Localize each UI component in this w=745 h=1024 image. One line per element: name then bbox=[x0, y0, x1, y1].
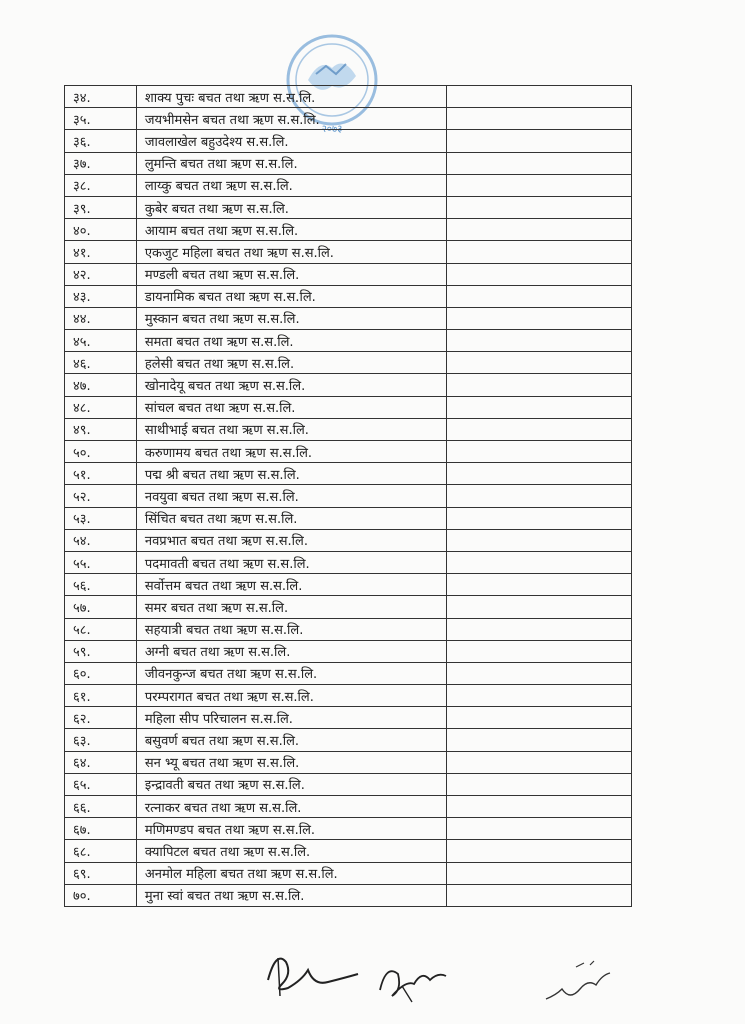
table-row bbox=[65, 729, 632, 751]
serial-number: ५२. bbox=[65, 485, 137, 507]
cooperative-name: मणिमण्डप बचत तथा ऋण स.स.लि. bbox=[136, 818, 446, 840]
table-row bbox=[65, 285, 632, 307]
cooperative-name: सिंचित बचत तथा ऋण स.स.लि. bbox=[136, 507, 446, 529]
remarks-cell bbox=[446, 707, 631, 729]
serial-number: ४१. bbox=[65, 241, 137, 263]
cooperative-name: अग्नी बचत तथा ऋण स.स.लि. bbox=[136, 640, 446, 662]
remarks-cell bbox=[446, 441, 631, 463]
table-row bbox=[65, 374, 632, 396]
serial-number: ४८. bbox=[65, 396, 137, 418]
remarks-cell bbox=[446, 130, 631, 152]
remarks-cell bbox=[446, 196, 631, 218]
remarks-cell bbox=[446, 574, 631, 596]
table-row bbox=[65, 529, 632, 551]
remarks-cell bbox=[446, 330, 631, 352]
cooperative-name: बसुवर्ण बचत तथा ऋण स.स.लि. bbox=[136, 729, 446, 751]
serial-number: ५७. bbox=[65, 596, 137, 618]
serial-number: ६७. bbox=[65, 818, 137, 840]
cooperative-name: क्यापिटल बचत तथा ऋण स.स.लि. bbox=[136, 840, 446, 862]
cooperative-name: मुना स्वां बचत तथा ऋण स.स.लि. bbox=[136, 884, 446, 906]
serial-number: ५६. bbox=[65, 574, 137, 596]
table-row bbox=[65, 463, 632, 485]
table-row bbox=[65, 796, 632, 818]
table-row bbox=[65, 196, 632, 218]
serial-number: ४६. bbox=[65, 352, 137, 374]
cooperative-name: परम्परागत बचत तथा ऋण स.स.लि. bbox=[136, 685, 446, 707]
remarks-cell bbox=[446, 174, 631, 196]
table-row bbox=[65, 418, 632, 440]
remarks-cell bbox=[446, 884, 631, 906]
remarks-cell bbox=[446, 396, 631, 418]
cooperative-name: एकजुट महिला बचत तथा ऋण स.स.लि. bbox=[136, 241, 446, 263]
remarks-cell bbox=[446, 862, 631, 884]
table-row bbox=[65, 618, 632, 640]
remarks-cell bbox=[446, 773, 631, 795]
serial-number: ६३. bbox=[65, 729, 137, 751]
serial-number: ३८. bbox=[65, 174, 137, 196]
cooperative-name: पद्म श्री बचत तथा ऋण स.स.लि. bbox=[136, 463, 446, 485]
signature-3 bbox=[540, 955, 620, 1015]
table-row bbox=[65, 330, 632, 352]
remarks-cell bbox=[446, 108, 631, 130]
remarks-cell bbox=[446, 263, 631, 285]
serial-number: ६१. bbox=[65, 685, 137, 707]
serial-number: ६४. bbox=[65, 751, 137, 773]
table-row bbox=[65, 862, 632, 884]
serial-number: ३९. bbox=[65, 196, 137, 218]
table-row bbox=[65, 818, 632, 840]
cooperative-name: जयभीमसेन बचत तथा ऋण स.स.लि. bbox=[136, 108, 446, 130]
table-row bbox=[65, 307, 632, 329]
remarks-cell bbox=[446, 285, 631, 307]
serial-number: ४७. bbox=[65, 374, 137, 396]
table-row bbox=[65, 174, 632, 196]
table-row bbox=[65, 86, 632, 108]
cooperative-name: इन्द्रावती बचत तथा ऋण स.स.लि. bbox=[136, 773, 446, 795]
remarks-cell bbox=[446, 241, 631, 263]
serial-number: ७०. bbox=[65, 884, 137, 906]
table-row bbox=[65, 241, 632, 263]
serial-number: ६६. bbox=[65, 796, 137, 818]
signature-1 bbox=[258, 940, 368, 1000]
table-row bbox=[65, 263, 632, 285]
cooperative-name: साथीभाई बचत तथा ऋण स.स.लि. bbox=[136, 418, 446, 440]
cooperative-name: शाक्य पुचः बचत तथा ऋण स.स.लि. bbox=[136, 86, 446, 108]
serial-number: ४३. bbox=[65, 285, 137, 307]
cooperative-name: हलेसी बचत तथा ऋण स.स.लि. bbox=[136, 352, 446, 374]
serial-number: ५५. bbox=[65, 551, 137, 573]
serial-number: ५०. bbox=[65, 441, 137, 463]
remarks-cell bbox=[446, 596, 631, 618]
remarks-cell bbox=[446, 840, 631, 862]
cooperative-name: सर्वोत्तम बचत तथा ऋण स.स.लि. bbox=[136, 574, 446, 596]
table-row bbox=[65, 574, 632, 596]
cooperative-list-table bbox=[64, 85, 632, 907]
stamp-year: २०७३ bbox=[321, 124, 343, 135]
table-row bbox=[65, 352, 632, 374]
serial-number: ४०. bbox=[65, 219, 137, 241]
remarks-cell bbox=[446, 352, 631, 374]
cooperative-name: सहयात्री बचत तथा ऋण स.स.लि. bbox=[136, 618, 446, 640]
cooperative-name: जीवनकुन्ज बचत तथा ऋण स.स.लि. bbox=[136, 662, 446, 684]
remarks-cell bbox=[446, 374, 631, 396]
table-row bbox=[65, 396, 632, 418]
cooperative-name: मुस्कान बचत तथा ऋण स.स.लि. bbox=[136, 307, 446, 329]
remarks-cell bbox=[446, 818, 631, 840]
cooperative-name: जावलाखेल बहुउदेश्य स.स.लि. bbox=[136, 130, 446, 152]
serial-number: ३७. bbox=[65, 152, 137, 174]
cooperative-name: समता बचत तथा ऋण स.स.लि. bbox=[136, 330, 446, 352]
cooperative-name: समर बचत तथा ऋण स.स.लि. bbox=[136, 596, 446, 618]
cooperative-name: सन भ्यू बचत तथा ऋण स.स.लि. bbox=[136, 751, 446, 773]
remarks-cell bbox=[446, 507, 631, 529]
cooperative-name: करुणामय बचत तथा ऋण स.स.लि. bbox=[136, 441, 446, 463]
cooperative-name: लाय्कु बचत तथा ऋण स.स.लि. bbox=[136, 174, 446, 196]
serial-number: ६५. bbox=[65, 773, 137, 795]
table-row bbox=[65, 596, 632, 618]
remarks-cell bbox=[446, 551, 631, 573]
cooperative-name: मण्डली बचत तथा ऋण स.स.लि. bbox=[136, 263, 446, 285]
signature-2 bbox=[372, 950, 452, 1006]
table-row bbox=[65, 685, 632, 707]
cooperative-name: कुबेर बचत तथा ऋण स.स.लि. bbox=[136, 196, 446, 218]
remarks-cell bbox=[446, 463, 631, 485]
table-row bbox=[65, 707, 632, 729]
cooperative-name: सांचल बचत तथा ऋण स.स.लि. bbox=[136, 396, 446, 418]
serial-number: ४९. bbox=[65, 418, 137, 440]
serial-number: ३४. bbox=[65, 86, 137, 108]
remarks-cell bbox=[446, 662, 631, 684]
remarks-cell bbox=[446, 751, 631, 773]
remarks-cell bbox=[446, 729, 631, 751]
serial-number: ५८. bbox=[65, 618, 137, 640]
table-row bbox=[65, 152, 632, 174]
cooperative-name: खोनादेयू बचत तथा ऋण स.स.लि. bbox=[136, 374, 446, 396]
remarks-cell bbox=[446, 219, 631, 241]
remarks-cell bbox=[446, 418, 631, 440]
remarks-cell bbox=[446, 796, 631, 818]
serial-number: ५९. bbox=[65, 640, 137, 662]
cooperative-name: डायनामिक बचत तथा ऋण स.स.लि. bbox=[136, 285, 446, 307]
table-row bbox=[65, 219, 632, 241]
cooperative-name: महिला सीप परिचालन स.स.लि. bbox=[136, 707, 446, 729]
serial-number: ३५. bbox=[65, 108, 137, 130]
cooperative-name: लुमन्ति बचत तथा ऋण स.स.लि. bbox=[136, 152, 446, 174]
serial-number: ६०. bbox=[65, 662, 137, 684]
table-row bbox=[65, 551, 632, 573]
table-row bbox=[65, 773, 632, 795]
cooperative-name: रत्नाकर बचत तथा ऋण स.स.लि. bbox=[136, 796, 446, 818]
serial-number: ४२. bbox=[65, 263, 137, 285]
cooperative-name: अनमोल महिला बचत तथा ऋण स.स.लि. bbox=[136, 862, 446, 884]
remarks-cell bbox=[446, 685, 631, 707]
serial-number: ५४. bbox=[65, 529, 137, 551]
serial-number: ३६. bbox=[65, 130, 137, 152]
serial-number: ४४. bbox=[65, 307, 137, 329]
remarks-cell bbox=[446, 86, 631, 108]
remarks-cell bbox=[446, 152, 631, 174]
serial-number: ६२. bbox=[65, 707, 137, 729]
serial-number: ५३. bbox=[65, 507, 137, 529]
remarks-cell bbox=[446, 618, 631, 640]
serial-number: ५१. bbox=[65, 463, 137, 485]
serial-number: ६८. bbox=[65, 840, 137, 862]
table-row bbox=[65, 441, 632, 463]
cooperative-name: नवप्रभात बचत तथा ऋण स.स.लि. bbox=[136, 529, 446, 551]
cooperative-name: आयाम बचत तथा ऋण स.स.लि. bbox=[136, 219, 446, 241]
table-row bbox=[65, 640, 632, 662]
table-row bbox=[65, 840, 632, 862]
cooperative-name: नवयुवा बचत तथा ऋण स.स.लि. bbox=[136, 485, 446, 507]
remarks-cell bbox=[446, 485, 631, 507]
serial-number: ४५. bbox=[65, 330, 137, 352]
cooperative-name: पदमावती बचत तथा ऋण स.स.लि. bbox=[136, 551, 446, 573]
table-row bbox=[65, 662, 632, 684]
table-row bbox=[65, 108, 632, 130]
table-row bbox=[65, 507, 632, 529]
serial-number: ६९. bbox=[65, 862, 137, 884]
table-row bbox=[65, 751, 632, 773]
remarks-cell bbox=[446, 307, 631, 329]
table-row bbox=[65, 130, 632, 152]
remarks-cell bbox=[446, 529, 631, 551]
remarks-cell bbox=[446, 640, 631, 662]
table-row bbox=[65, 485, 632, 507]
table-row bbox=[65, 884, 632, 906]
